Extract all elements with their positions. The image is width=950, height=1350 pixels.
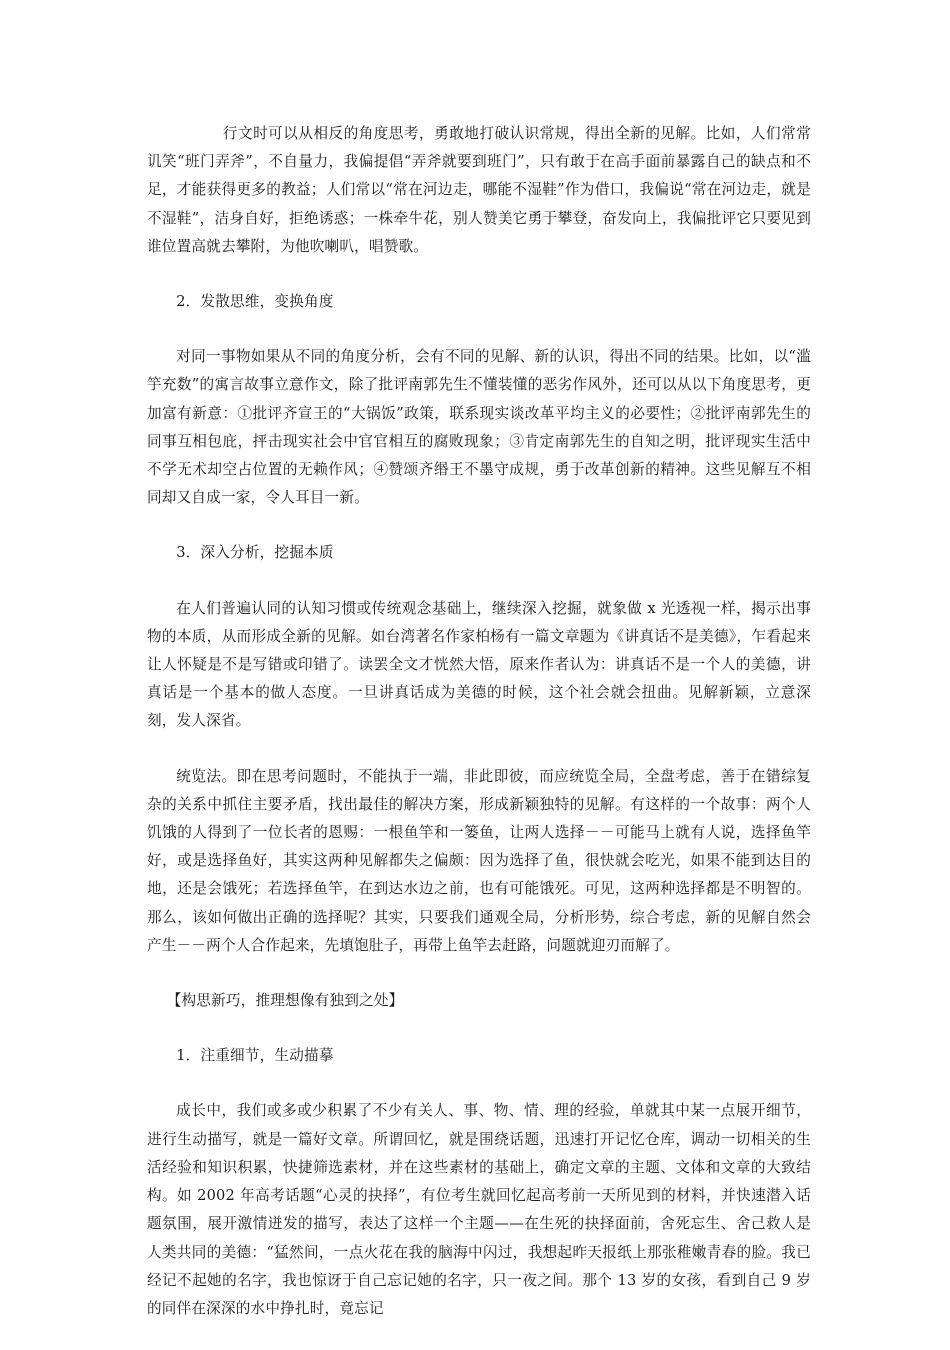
paragraph-divergent-thinking: 对同一事物如果从不同的角度分析，会有不同的见解、新的认识，得出不同的结果。比如，以“滥竽充数”的寓言故事立意作文，除了批评南郭先生不懂装懂的恶劣作风外，还可以从以下角度思考，更加富有新意：①批评齐宣王的“大锅饭”政策，联系现实谈改革平均主义的必要性；②批评南郭先生的同事互相包庇，抨击现实社会中官官相互的腐败现象；③肯定南郭先生的自知之明，批评现实生活中不学无术却空占位置的无赖作风；④赞颂齐缗王不墨守成规，勇于改革创新的精神。这些见解互不相同却又自成一家，令人耳目一新。 — [147, 348, 811, 507]
section-heading-deep-analysis: 3．深入分析，挖掘本质 — [176, 544, 334, 562]
section-heading-divergent-thinking: 2．发散思维，变换角度 — [176, 293, 334, 311]
document-body — [147, 120, 811, 1350]
paragraph-reverse-thinking: 行文时可以从相反的角度思考，勇敢地打破认识常规，得出全新的见解。比如，人们常常讥笑“班门弄斧”，不自量力，我偏提倡“弄斧就要到班门”，只有敢于在高手面前暴露自己的缺点和不足，才能获得更多的教益；人们常以“常在河边走，哪能不湿鞋”作为借口，我偏说“常在河边走，就是不湿鞋”，洁身自好，拒绝诱惑；一株牵牛花，别人赞美它勇于攀登，奋发向上，我偏批评它只要见到谁位置高就去攀附，为他吹喇叭，唱赞歌。 — [147, 125, 811, 255]
paragraph-overview-method: 统览法。即在思考问题时，不能执于一端，非此即彼，而应统览全局，全盘考虑，善于在错综复杂的关系中抓住主要矛盾，找出最佳的解决方案，形成新颖独特的见解。有这样的一个故事：两个人饥饿的人得到了一位长者的恩赐：一根鱼竿和一篓鱼，让两人选择－－可能马上就有人说，选择鱼竿好，或是选择鱼好，其实这两种见解都失之偏颇：因为选择了鱼，很快就会吃光，如果不能到达目的地，还是会饿死；若选择鱼竿，在到达水边之前，也有可能饿死。可见，这两种选择都是不明智的。那么，该如何做出正确的选择呢？其实，只要我们通观全局，分析形势，综合考虑，新的见解自然会产生－－两个人合作起来，先填饱肚子，再带上鱼竿去赶路，问题就迎刃而解了。 — [147, 767, 811, 954]
section-heading-novel-conception: 【构思新巧，推理想像有独到之处】 — [166, 992, 404, 1010]
paragraph-deep-analysis: 在人们普遍认同的认知习惯或传统观念基础上，继续深入挖掘，就象做 x 光透视一样，揭示出事物的本质，从而形成全新的见解。如台湾著名作家柏杨有一篇文章题为《讲真话不是美德》，乍看起来让人怀疑是不是写错或印错了。读罢全文才恍然大悟，原来作者认为：讲真话不是一个人的美德，讲真话是一个基本的做人态度。一旦讲真话成为美德的时候，这个社会就会扭曲。见解新颖，立意深刻，发人深省。 — [147, 599, 811, 730]
paragraph-detail-description: 成长中，我们或多或少积累了不少有关人、事、物、情、理的经验，单就其中某一点展开细节，进行生动描写，就是一篇好文章。所谓回忆，就是围绕话题，迅速打开记忆仓库，调动一切相关的生活经验和知识积累，快捷筛选素材，并在这些素材的基础上，确定文章的主题、文体和文章的大致结构。如 2002 年高考话题“心灵的抉择”，有位考生就回忆起高考前一天所见到的材料，并快速潜入话题氛围，展开激情迸发的描写，表达了这样一个主题——在生死的抉择面前，舍死忘生、舍己救人是人类共同的美德：“猛然间，一点火花在我的脑海中闪过，我想起昨天报纸上那张稚嫩青春的脸。我已经记不起她的名字，我也惊讶于自己忘记她的名字，只一夜之间。那个 13 岁的女孩，看到自己 9 岁的同伴在深深的水中挣扎时，竟忘记 — [147, 1102, 811, 1317]
section-heading-detail-description: 1．注重细节，生动描摹 — [176, 1047, 334, 1065]
